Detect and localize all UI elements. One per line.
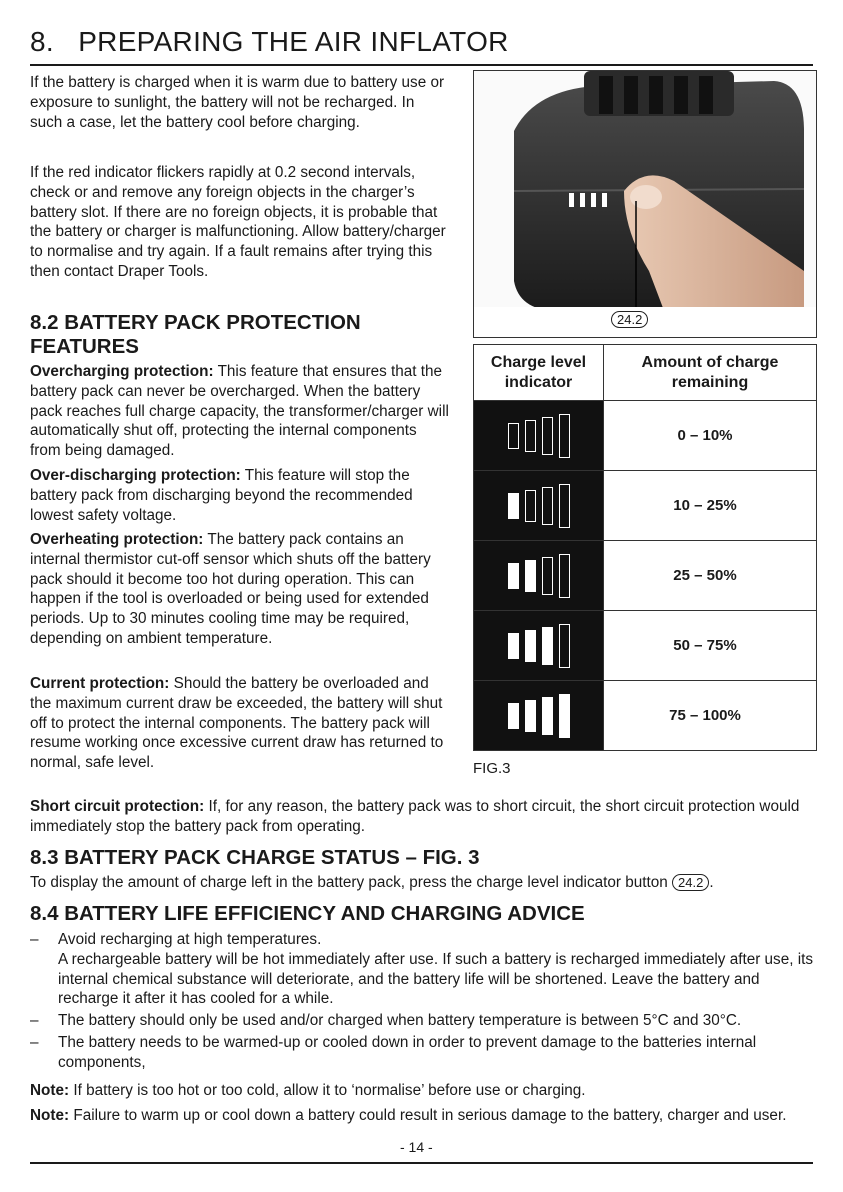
charge-range: 50 – 75% (604, 611, 817, 681)
feature-label: Current protection: (30, 675, 170, 692)
table-row (474, 611, 817, 681)
charge-level-table (473, 344, 817, 751)
charge-bar-unlit (542, 557, 553, 595)
feature-text: Should the battery be overloaded and the maximum current draw be exceeded, the battery will shut off to protect the internal components. The battery pack will resume working once excessive current draw has returned to normal, safe level. (30, 675, 444, 772)
note-text: If battery is too hot or too cold, allow it to ‘normalise’ before use or charging. (69, 1082, 586, 1099)
feature-overcharging (30, 362, 450, 461)
figure-label: FIG.3 (473, 760, 511, 777)
list-item (30, 1033, 820, 1073)
charge-bar-unlit (525, 420, 536, 452)
charge-bar-unlit (559, 414, 570, 458)
charge-range: 25 – 50% (604, 541, 817, 611)
charge-indicator-bars (474, 681, 604, 751)
note-label: Note: (30, 1107, 70, 1124)
charge-range: 0 – 10% (604, 401, 817, 471)
callout-24-2: 24.2 (611, 311, 648, 328)
section-heading (30, 26, 509, 58)
feature-text: If, for any reason, the battery pack was to short circuit, the short circuit protection would immediately stop the battery pack from operating. (30, 798, 800, 835)
note-label: Note: (30, 1082, 70, 1099)
intro-paragraph-1: If the battery is charged when it is warm due to battery use or exposure to sunlight, the battery will not be recharged. In such a case, let the battery cool before charging. (30, 74, 445, 131)
paragraph-8-3-end: . (709, 874, 714, 891)
advice-list (30, 930, 820, 1075)
charge-bar-unlit (542, 487, 553, 525)
advice-text: The battery should only be used and/or charged when battery temperature is between 5°C and 30°C. (58, 1012, 742, 1030)
charge-bar-lit (559, 694, 570, 738)
paragraph-8-3-text: To display the amount of charge left in the battery pack, press the charge level indicator button (30, 874, 668, 891)
table-row (474, 681, 817, 751)
column-header-amount: Amount of charge remaining (604, 345, 817, 401)
charge-bar-unlit (508, 423, 519, 449)
charge-bar-lit (508, 633, 519, 659)
note-2 (30, 1106, 820, 1126)
paragraph-8-3 (30, 873, 820, 893)
note-text: Failure to warm up or cool down a battery could result in serious damage to the battery, charger and user. (69, 1107, 787, 1124)
charge-indicator-bars (474, 541, 604, 611)
battery-illustration (474, 71, 816, 337)
charge-indicator-bars (474, 471, 604, 541)
feature-text: The battery pack contains an internal thermistor cut-off sensor which shuts off the battery pack should it become too hot during operation. This can happen if the tool is overloaded or being used for extended periods. Up to 30 minutes cooling time may be required, depending on ambient temperature. (30, 531, 431, 647)
charge-bar-unlit (525, 490, 536, 522)
table-row (474, 541, 817, 611)
feature-short-circuit (30, 797, 820, 837)
charge-bar-unlit (559, 554, 570, 598)
advice-text: A rechargeable battery will be hot immediately after use. If such a battery is recharged immediately after use, its internal chemical substance will deteriorate, and the battery life will be shortened. Leave the battery and recharge it after it has cooled for a while. (58, 950, 814, 1008)
feature-overheating (30, 530, 450, 649)
callout-24-2: 24.2 (672, 874, 709, 891)
feature-label: Overheating protection: (30, 531, 204, 548)
heading-8-4: 8.4 BATTERY LIFE EFFICIENCY AND CHARGING ADVICE (30, 902, 585, 925)
feature-text: This feature that ensures that the battery pack can never be overcharged. When the battery pack reaches full charge capacity, the transformer/charger will automatically shut off, protecting the internal components from being damaged. (30, 363, 449, 460)
advice-text: The battery needs to be warmed-up or cooled down in order to prevent damage to the batteries internal components, (58, 1033, 757, 1071)
column-header-indicator: Charge level indicator (474, 345, 604, 401)
charge-range: 75 – 100% (604, 681, 817, 751)
charge-bar-lit (542, 627, 553, 665)
table-row (474, 471, 817, 541)
section-title: PREPARING THE AIR INFLATOR (78, 26, 509, 57)
charge-bar-lit (508, 703, 519, 729)
charge-indicator-bars (474, 611, 604, 681)
note-1 (30, 1081, 820, 1101)
page-number: - 14 - (400, 1139, 433, 1155)
charge-bar-unlit (559, 484, 570, 528)
charge-range: 10 – 25% (604, 471, 817, 541)
footer-rule (30, 1162, 813, 1164)
charge-bar-lit (525, 700, 536, 732)
header-rule (30, 64, 813, 66)
feature-label: Short circuit protection: (30, 798, 205, 815)
charge-bar-unlit (542, 417, 553, 455)
advice-text: Avoid recharging at high temperatures. (58, 931, 322, 948)
feature-label: Over-discharging protection: (30, 467, 241, 484)
charge-bar-unlit (559, 624, 570, 668)
charge-bar-lit (525, 560, 536, 592)
charge-bar-lit (508, 563, 519, 589)
feature-text: This feature will stop the battery pack from discharging beyond the recommended lowest safety voltage. (30, 467, 413, 524)
charge-bar-lit (542, 697, 553, 735)
feature-label: Overcharging protection: (30, 363, 214, 380)
feature-current (30, 674, 450, 773)
heading-8-2: 8.2 BATTERY PACK PROTECTION FEATURES (30, 311, 361, 358)
feature-overdischarging (30, 466, 450, 525)
list-item (30, 1011, 820, 1031)
table-row (474, 401, 817, 471)
intro-paragraph-2: If the red indicator flickers rapidly at 0.2 second intervals, check or and remove any foreign objects in the charger’s battery slot. If there are no foreign objects, it is probable that the battery or charger is malfunctioning. Allow battery/charger to normalise and try again. If a fault remains after trying this then contact Draper Tools. (30, 164, 446, 280)
list-item (30, 930, 820, 1009)
section-number: 8. (30, 26, 54, 57)
charge-bar-lit (525, 630, 536, 662)
charge-bar-lit (508, 493, 519, 519)
heading-8-3: 8.3 BATTERY PACK CHARGE STATUS – FIG. 3 (30, 846, 480, 869)
charge-indicator-bars (474, 401, 604, 471)
battery-photo (473, 70, 817, 338)
